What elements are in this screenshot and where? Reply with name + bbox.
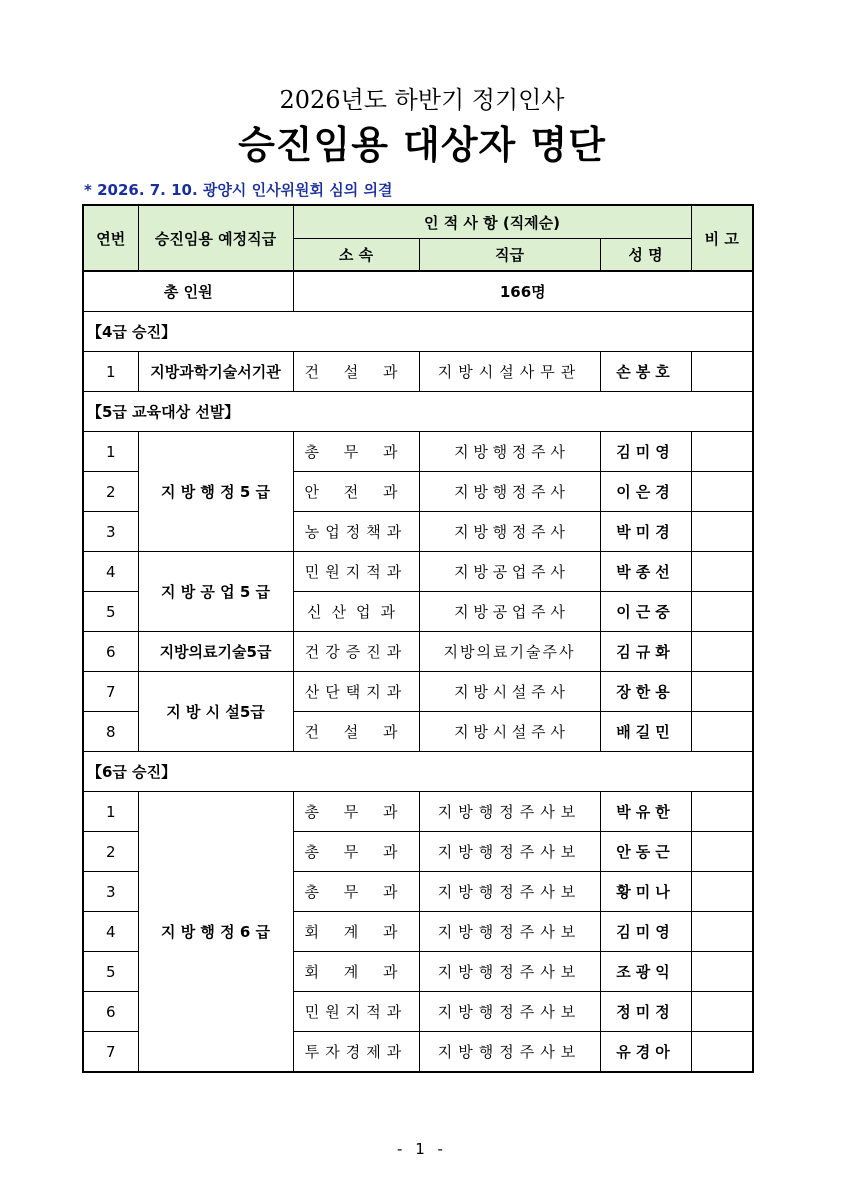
row-remark [691, 552, 753, 592]
row-grade: 지 방 행 정 주 사 [419, 512, 600, 552]
row-no: 1 [83, 352, 138, 392]
header-name: 성 명 [600, 239, 691, 272]
total-value: 166명 [293, 271, 753, 312]
row-grade: 지 방 행 정 주 사 [419, 472, 600, 512]
row-remark [691, 792, 753, 832]
row-no: 4 [83, 912, 138, 952]
row-grade: 지방행정주사보 [419, 832, 600, 872]
row-name: 정미정 [600, 992, 691, 1032]
row-grade: 지방행정주사보 [419, 952, 600, 992]
row-no: 7 [83, 1032, 138, 1073]
row-no: 2 [83, 832, 138, 872]
row-dept: 총 무 과 [293, 432, 419, 472]
document-subtitle: 승진임용 대상자 명단 [238, 123, 606, 167]
row-dept: 산단택지과 [293, 672, 419, 712]
row-dept: 회 계 과 [293, 952, 419, 992]
row-name: 배길민 [600, 712, 691, 752]
row-grade: 지방행정주사보 [419, 1032, 600, 1073]
table-row [83, 352, 753, 392]
section-header [83, 392, 753, 432]
row-remark [691, 1032, 753, 1073]
row-no: 5 [83, 952, 138, 992]
row-grade: 지방행정주사보 [419, 872, 600, 912]
row-grade: 지 방 시 설 주 사 [419, 672, 600, 712]
row-name: 박미경 [600, 512, 691, 552]
section-title: 【6급 승진】 [83, 752, 753, 792]
header-grade: 직급 [419, 239, 600, 272]
document-title: 2026년도 하반기 정기인사 [279, 86, 565, 114]
header-personnel: 인 적 사 항 (직제순) [293, 205, 691, 239]
row-dept: 총 무 과 [293, 872, 419, 912]
row-remark [691, 992, 753, 1032]
position-group: 지 방 공 업 5 급 [138, 552, 293, 632]
row-name: 박종선 [600, 552, 691, 592]
row-remark [691, 872, 753, 912]
row-name: 김미영 [600, 432, 691, 472]
row-dept: 총 무 과 [293, 832, 419, 872]
header-remark: 비 고 [691, 205, 753, 271]
section-title: 【4급 승진】 [83, 312, 753, 352]
row-grade: 지방행정주사보 [419, 792, 600, 832]
row-dept: 건 설 과 [293, 352, 419, 392]
row-remark [691, 352, 753, 392]
table-row [83, 632, 753, 672]
row-remark [691, 592, 753, 632]
row-name: 황미나 [600, 872, 691, 912]
table-row [83, 792, 753, 832]
section-title: 【5급 교육대상 선발】 [83, 392, 753, 432]
row-name: 안동근 [600, 832, 691, 872]
row-grade: 지방시설사무관 [419, 352, 600, 392]
row-no: 3 [83, 512, 138, 552]
row-remark [691, 432, 753, 472]
row-no: 8 [83, 712, 138, 752]
total-label: 총 인원 [83, 271, 293, 312]
row-remark [691, 952, 753, 992]
row-remark [691, 832, 753, 872]
position-group: 지방의료기술5급 [138, 632, 293, 672]
page-number: - 1 - [397, 1140, 447, 1158]
position-group: 지 방 행 정 5 급 [138, 432, 293, 552]
row-dept: 회 계 과 [293, 912, 419, 952]
row-dept: 총 무 과 [293, 792, 419, 832]
row-remark [691, 912, 753, 952]
table-row [83, 552, 753, 592]
row-grade: 지 방 공 업 주 사 [419, 592, 600, 632]
table-row [83, 432, 753, 472]
row-grade: 지방행정주사보 [419, 912, 600, 952]
row-dept: 민원지적과 [293, 992, 419, 1032]
row-name: 이근중 [600, 592, 691, 632]
row-name: 손봉호 [600, 352, 691, 392]
row-name: 이은경 [600, 472, 691, 512]
table-row [83, 672, 753, 712]
row-name: 김규화 [600, 632, 691, 672]
row-no: 6 [83, 992, 138, 1032]
row-no: 6 [83, 632, 138, 672]
position-group: 지 방 시 설5급 [138, 672, 293, 752]
section-header [83, 752, 753, 792]
row-dept: 안 전 과 [293, 472, 419, 512]
row-dept: 민원지적과 [293, 552, 419, 592]
row-remark [691, 512, 753, 552]
total-row [83, 271, 753, 312]
row-name: 김미영 [600, 912, 691, 952]
row-dept: 투자경제과 [293, 1032, 419, 1073]
row-name: 조광익 [600, 952, 691, 992]
row-no: 3 [83, 872, 138, 912]
row-dept: 신산업과 [293, 592, 419, 632]
row-remark [691, 632, 753, 672]
row-grade: 지 방 행 정 주 사 [419, 432, 600, 472]
row-no: 2 [83, 472, 138, 512]
row-grade: 지 방 공 업 주 사 [419, 552, 600, 592]
header-no: 연번 [83, 205, 138, 271]
row-name: 유경아 [600, 1032, 691, 1073]
resolution-note: * 2026. 7. 10. 광양시 인사위원회 심의 의결 [84, 181, 393, 199]
row-dept: 건강증진과 [293, 632, 419, 672]
row-position: 지방과학기술서기관 [138, 352, 293, 392]
row-name: 장한용 [600, 672, 691, 712]
row-grade: 지방의료기술주사 [419, 632, 600, 672]
table-header-row [83, 205, 753, 239]
header-dept: 소 속 [293, 239, 419, 272]
row-no: 1 [83, 432, 138, 472]
row-remark [691, 712, 753, 752]
row-grade: 지 방 시 설 주 사 [419, 712, 600, 752]
row-no: 4 [83, 552, 138, 592]
section-header [83, 312, 753, 352]
row-dept: 농업정책과 [293, 512, 419, 552]
row-name: 박유한 [600, 792, 691, 832]
row-no: 7 [83, 672, 138, 712]
row-no: 5 [83, 592, 138, 632]
position-group: 지 방 행 정 6 급 [138, 792, 293, 1073]
header-position: 승진임용 예정직급 [138, 205, 293, 271]
row-grade: 지방행정주사보 [419, 992, 600, 1032]
row-remark [691, 472, 753, 512]
row-no: 1 [83, 792, 138, 832]
row-remark [691, 672, 753, 712]
promotion-table [82, 204, 754, 1073]
row-dept: 건 설 과 [293, 712, 419, 752]
